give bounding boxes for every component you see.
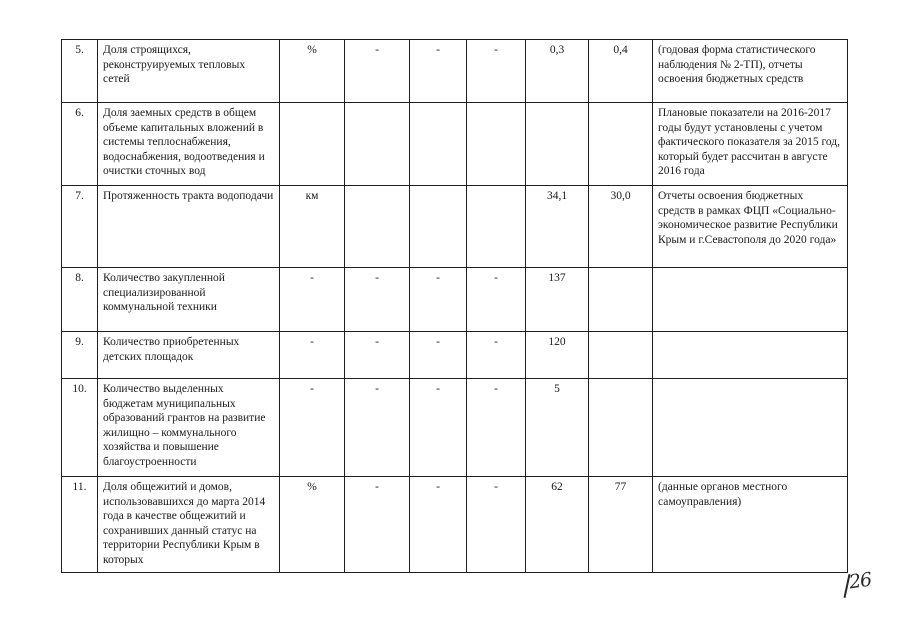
value-cell: - [410,477,467,573]
value-cell: - [345,477,410,573]
value-cell: 120 [526,332,589,379]
value-cell [589,379,653,477]
unit-cell: % [280,40,345,103]
note-cell: Плановые показатели на 2016-2017 годы будут установлены с учетом фактического показателя за 2015 год, который будет рассчитан в августе 2016 года [653,103,848,186]
unit-cell: - [280,268,345,332]
indicators-table [61,39,848,573]
indicator-name: Доля заемных средств в общем объеме капитальных вложений в системы теплоснабжения, водоснабжения, водоотведения и очистки сточных вод [98,103,280,186]
value-cell: 30,0 [589,186,653,268]
value-cell [410,103,467,186]
value-cell [345,186,410,268]
row-number: 9. [62,332,98,379]
value-cell: - [345,379,410,477]
table-row [62,103,848,186]
value-cell: - [467,379,526,477]
value-cell: 137 [526,268,589,332]
note-cell [653,379,848,477]
row-number: 8. [62,268,98,332]
value-cell: - [345,268,410,332]
indicator-name: Доля общежитий и домов, использовавшихся до марта 2014 года в качестве общежитий и сохранивших данный статус на территории Республики Крым в которых [98,477,280,573]
value-cell: 34,1 [526,186,589,268]
value-cell [589,332,653,379]
value-cell [589,103,653,186]
value-cell: 62 [526,477,589,573]
value-cell: - [345,332,410,379]
value-cell: 0,3 [526,40,589,103]
value-cell: - [467,477,526,573]
table-row [62,379,848,477]
row-number: 5. [62,40,98,103]
unit-cell: % [280,477,345,573]
table-row [62,186,848,268]
row-number: 6. [62,103,98,186]
value-cell: - [410,40,467,103]
table-row [62,332,848,379]
unit-cell: - [280,332,345,379]
indicator-name: Количество приобретенных детских площадок [98,332,280,379]
note-cell: (годовая форма статистического наблюдения № 2-ТП), отчеты освоения бюджетных средств [653,40,848,103]
unit-cell [280,103,345,186]
value-cell: - [467,40,526,103]
note-cell [653,268,848,332]
indicator-name: Количество закупленной специализированной коммунальной техники [98,268,280,332]
note-cell: (данные органов местного самоуправления) [653,477,848,573]
indicator-name: Протяженность тракта водоподачи [98,186,280,268]
row-number: 7. [62,186,98,268]
row-number: 10. [62,379,98,477]
value-cell [589,268,653,332]
value-cell: - [345,40,410,103]
value-cell: - [467,268,526,332]
value-cell [526,103,589,186]
value-cell: 5 [526,379,589,477]
value-cell [467,103,526,186]
value-cell: - [410,332,467,379]
value-cell: 77 [589,477,653,573]
indicator-name: Количество выделенных бюджетам муниципальных образований грантов на развитие жилищно – коммунального хозяйства и повышение благоустроенности [98,379,280,477]
value-cell [467,186,526,268]
value-cell [345,103,410,186]
table-row [62,268,848,332]
value-cell: - [410,268,467,332]
value-cell: - [467,332,526,379]
row-number: 11. [62,477,98,573]
table-row [62,477,848,573]
value-cell: - [410,379,467,477]
table-row [62,40,848,103]
indicator-name: Доля строящихся, реконструируемых тепловых сетей [98,40,280,103]
handwritten-page-number: 26 [847,568,873,594]
unit-cell: - [280,379,345,477]
value-cell [410,186,467,268]
note-cell: Отчеты освоения бюджетных средств в рамках ФЦП «Социально-экономическое развитие Республики Крым и г.Севастополя до 2020 года» [653,186,848,268]
value-cell: 0,4 [589,40,653,103]
note-cell [653,332,848,379]
unit-cell: км [280,186,345,268]
